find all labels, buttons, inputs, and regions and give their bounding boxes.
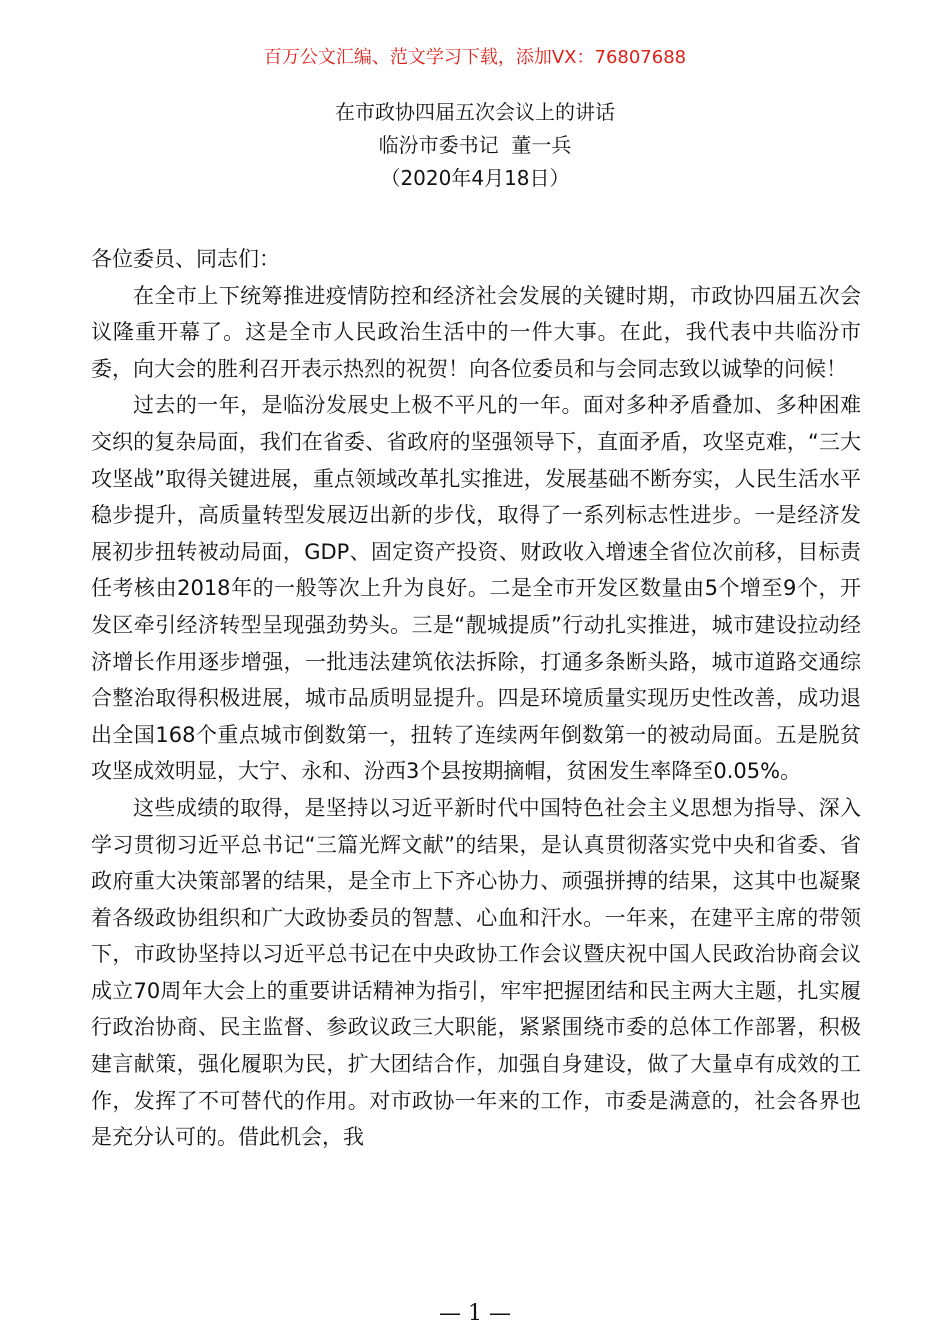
speech-date: （2020年4月18日） (380, 166, 570, 190)
title-block (0, 96, 950, 195)
paragraph: 这些成绩的取得，是坚持以习近平新时代中国特色社会主义思想为指导、深入学习贯彻习近平总书记“三篇光辉文献”的结果，是认真贯彻落实党中央和省委、省政府重大决策部署的结果，是全市上下齐心协力、顽强拼搏的结果，这其中也凝聚着各级政协组织和广大政协委员的智慧、心血和汗水。一年来，在建平主席的带领下，市政协坚持以习近平总书记在中央政协工作会议暨庆祝中国人民政治协商会议成立70周年大会上的重要讲话精神为指引，牢牢把握团结和民主两大主题，扎实履行政治协商、民主监督、参政议政三大职能，紧紧围绕市委的总体工作部署，积极建言献策，强化履职为民，扩大团结合作，加强自身建设，做了大量卓有成效的工作，发挥了不可替代的作用。对市政协一年来的工作，市委是满意的，社会各界也是充分认可的。借此机会，我 (91, 795, 861, 1150)
salutation: 各位委员、同志们： (91, 247, 280, 271)
promo-banner: 百万公文汇编、范文学习下载，添加VX：76807688 (263, 47, 687, 68)
paragraph: 在全市上下统筹推进疫情防控和经济社会发展的关键时期，市政协四届五次会议隆重开幕了。这是全市人民政治生活中的一件大事。在此，我代表中共临汾市委，向大会的胜利召开表示热烈的祝贺！向各位委员和与会同志致以诚挚的问候！ (91, 283, 861, 381)
paragraph: 过去的一年，是临汾发展史上极不平凡的一年。面对多种矛盾叠加、多种困难交织的复杂局面，我们在省委、省政府的坚强领导下，直面矛盾，攻坚克难，“三大攻坚战”取得关键进展，重点领域改革扎实推进，发展基础不断夯实，人民生活水平稳步提升，高质量转型发展迈出新的步伐，取得了一系列标志性进步。一是经济发展初步扭转被动局面，GDP、固定资产投资、财政收入增速全省位次前移，目标责任考核由2018年的一般等次上升为良好。二是全市开发区数量由5个增至9个，开发区牵引经济转型呈现强劲势头。三是“靓城提质”行动扎实推进，城市建设拉动经济增长作用逐步增强，一批违法建筑依法拆除，打通多条断头路，城市道路交通综合整治取得积极进展，城市品质明显提升。四是环境质量实现历史性改善，成功退出全国168个重点城市倒数第一，扭转了连续两年倒数第一的被动局面。五是脱贫攻坚成效明显，大宁、永和、汾西3个县按期摘帽，贫困发生率降至0.05%。 (91, 393, 861, 784)
speech-body (91, 241, 861, 1156)
speaker-line: 临汾市委书记 董一兵 (378, 133, 572, 157)
page-number: — 1 — (439, 1301, 511, 1326)
speech-title: 在市政协四届五次会议上的讲话 (335, 100, 615, 124)
